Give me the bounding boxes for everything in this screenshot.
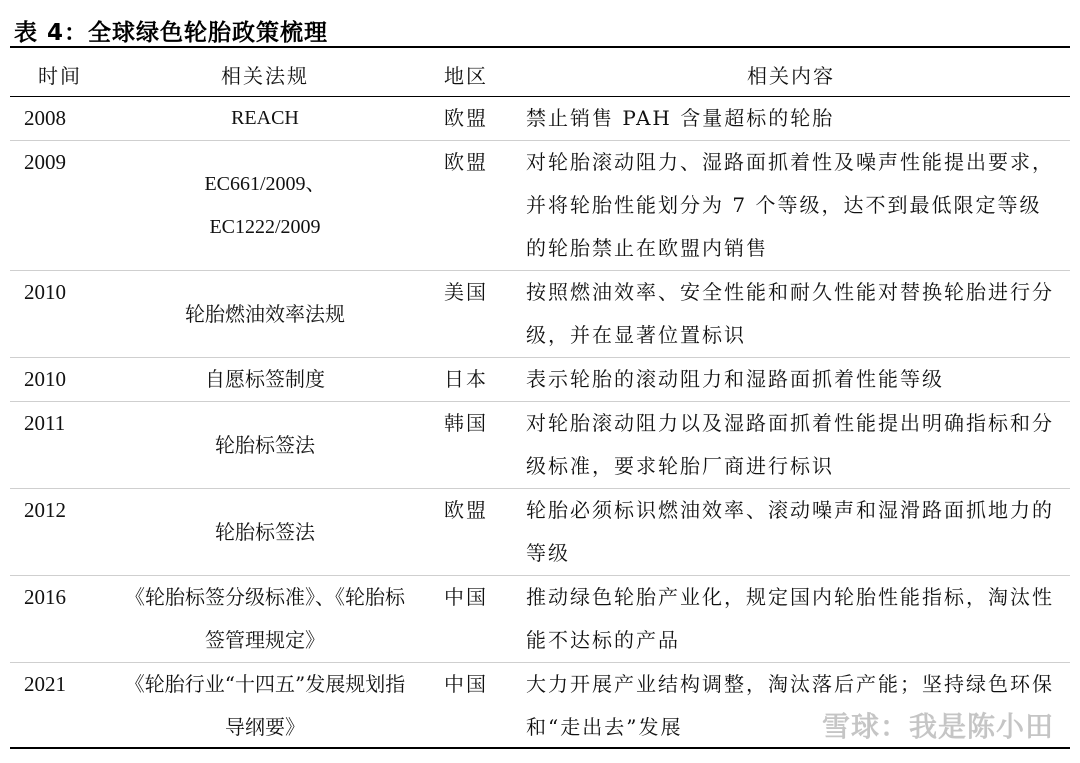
table-row bbox=[10, 576, 1070, 663]
content-cell: 对轮胎滚动阻力、湿路面抓着性及噪声性能提出要求，并将轮胎性能划分为 7 个等级，达不到最低限定等级的轮胎禁止在欧盟内销售 bbox=[512, 141, 1070, 271]
region-cell: 欧盟 bbox=[420, 141, 512, 271]
region-cell: 中国 bbox=[444, 672, 488, 696]
law-cell: 轮胎燃油效率法规 bbox=[110, 271, 420, 358]
law-cell: REACH bbox=[110, 97, 420, 141]
year-cell: 2009 bbox=[10, 141, 110, 271]
region-cell: 日本 bbox=[420, 358, 512, 402]
content-cell: 对轮胎滚动阻力以及湿路面抓着性能提出明确指标和分级标准，要求轮胎厂商进行标识 bbox=[512, 402, 1070, 489]
watermark: 雪球：我是陈小田 bbox=[821, 710, 1054, 743]
table-row bbox=[10, 489, 1070, 576]
content-cell: 推动绿色轮胎产业化，规定国内轮胎性能指标，淘汰性能不达标的产品 bbox=[512, 576, 1070, 663]
law-cell: 自愿标签制度 bbox=[110, 358, 420, 402]
table-title: 表 4：全球绿色轮胎政策梳理 bbox=[14, 20, 329, 46]
table-row bbox=[10, 97, 1070, 141]
top-rule bbox=[10, 46, 1070, 48]
content-cell: 大力开展产业结构调整，淘汰落后产能；坚持绿色环保和“走出去”发展 bbox=[526, 672, 1054, 739]
year-cell: 2021 bbox=[24, 672, 66, 696]
table-row bbox=[10, 358, 1070, 402]
region-cell: 中国 bbox=[420, 576, 512, 663]
bottom-rule bbox=[10, 747, 1070, 749]
law-cell: EC661/2009、EC1222/2009 bbox=[110, 141, 420, 271]
region-cell: 欧盟 bbox=[420, 489, 512, 576]
year-cell: 2011 bbox=[10, 402, 110, 489]
content-cell: 轮胎必须标识燃油效率、滚动噪声和湿滑路面抓地力的等级 bbox=[512, 489, 1070, 576]
header-content: 相关内容 bbox=[512, 52, 1070, 97]
law-cell: 轮胎标签法 bbox=[110, 489, 420, 576]
table-row bbox=[10, 271, 1070, 358]
year-cell: 2010 bbox=[10, 271, 110, 358]
content-cell: 表示轮胎的滚动阻力和湿路面抓着性能等级 bbox=[512, 358, 1070, 402]
header-time: 时间 bbox=[10, 52, 110, 97]
region-cell: 美国 bbox=[420, 271, 512, 358]
year-cell: 2010 bbox=[10, 358, 110, 402]
header-law: 相关法规 bbox=[110, 52, 420, 97]
header-region: 地区 bbox=[420, 52, 512, 97]
law-cell: 轮胎标签法 bbox=[110, 402, 420, 489]
year-cell: 2008 bbox=[10, 97, 110, 141]
year-cell: 2016 bbox=[10, 576, 110, 663]
table-row bbox=[10, 141, 1070, 271]
content-cell: 按照燃油效率、安全性能和耐久性能对替换轮胎进行分级，并在显著位置标识 bbox=[512, 271, 1070, 358]
policy-table bbox=[10, 52, 1070, 749]
content-cell: 禁止销售 PAH 含量超标的轮胎 bbox=[512, 97, 1070, 141]
table-row bbox=[10, 402, 1070, 489]
law-cell: 《轮胎行业“十四五”发展规划指导纲要》 bbox=[124, 672, 406, 739]
region-cell: 欧盟 bbox=[420, 97, 512, 141]
year-cell: 2012 bbox=[10, 489, 110, 576]
header-row bbox=[10, 52, 1070, 97]
law-cell: 《轮胎标签分级标准》、《轮胎标签管理规定》 bbox=[110, 576, 420, 663]
region-cell: 韩国 bbox=[420, 402, 512, 489]
